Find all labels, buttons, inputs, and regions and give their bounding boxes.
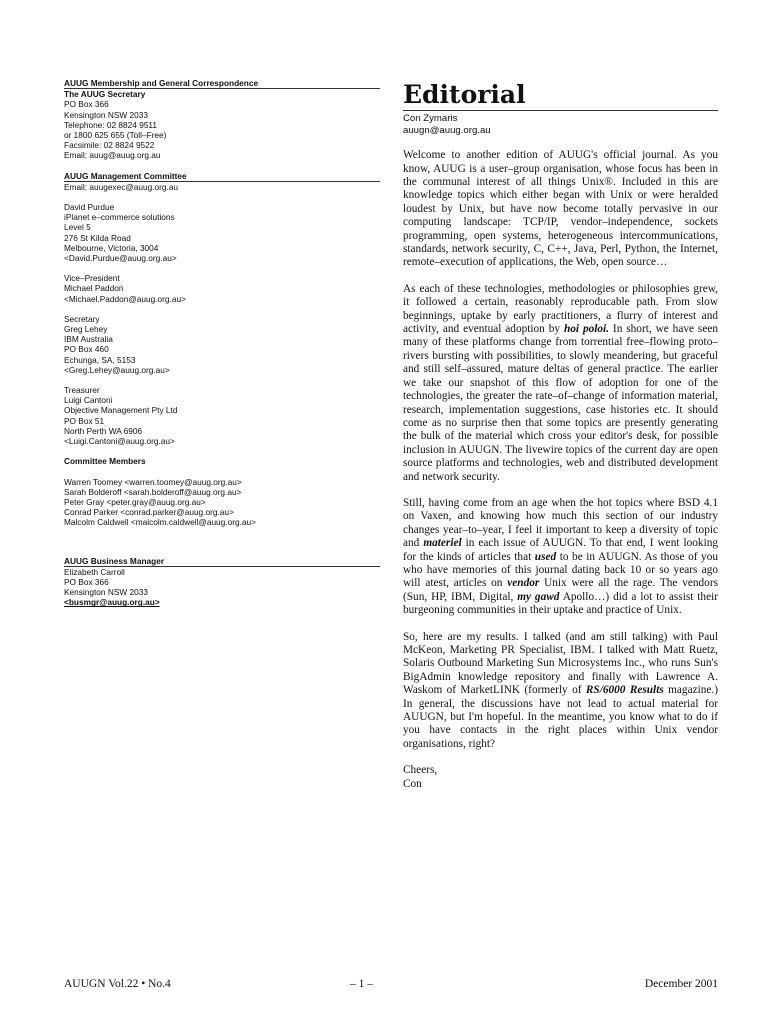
editorial-author: Con Zymaris — [403, 113, 458, 124]
membership-line: or 1800 625 655 (Toll–Free) — [64, 130, 167, 141]
vice-president-line: <Michael.Paddon@auug.org.au> — [64, 293, 186, 304]
editorial-title: Editorial — [403, 80, 718, 111]
business-email-link[interactable]: <busmgr@auug.org.au> — [64, 597, 160, 608]
committee-members-heading: Committee Members — [64, 456, 146, 467]
president-line: Level 5 — [64, 222, 91, 233]
treasurer-line: <Luigi.Cantoni@auug.org.au> — [64, 436, 175, 447]
footer-issue: AUUGN Vol.22 • No.4 — [64, 978, 171, 990]
committee-member: Conrad Parker <conrad.parker@auug.org.au> — [64, 507, 234, 518]
membership-line: Facsimile: 02 8824 9522 — [64, 140, 155, 151]
editorial-paragraph-2: As each of these technologies, methodologies or philosophies grew, it followed a certain, reasonably reproducable path. From slow beginnings, uptake by early practitioners, a flurry of interest and activity, and eventual adoption by hoi poloi. In short, we have seen many of these platforms change from torrential free–flowing proto–rivers bursting with possibilities, to slowly meandering, but graceful and still self–assured, mature deltas of general practice. The earlier we take our snapshot of this flow of adoption for one of the technologies, the greater the rate–of–change of information material, research, implementation suggestions, case histories etc. It should come as no surprise then that some topics are presently generating the bulk of the material which cross your editor's desk, for possible inclusion in AUUGN. The livewire topics of the current day are open source platforms and technologies, web and distributed development and network security. — [403, 282, 718, 483]
membership-line: Telephone: 02 8824 9511 — [64, 119, 158, 130]
editorial-paragraph-3: Still, having come from an age when the hot topics where BSD 4.1 on Vaxen, and knowing how much this section of our industry changes year–to–year, I feel it important to keep a diversity of topic and materiel in each issue of AUUGN. To that end, I went looking for the kinds of articles that used to be in AUUGN. As those of you who have memories of this journal dating back 10 or so years ago will atest, articles on vendor Unix were all the rage. The vendors (Sun, HP, IBM, Digital, my gawd Apollo…) did a lot to assist their burgeoning communities in their uptake and practice of Unix. — [403, 496, 718, 617]
committee-heading: AUUG Management Committee — [64, 171, 380, 182]
president-line: Melbourne, Victoria, 3004 — [64, 242, 159, 253]
vice-president-line: Vice–President — [64, 273, 120, 284]
secretary-line: PO Box 460 — [64, 344, 109, 355]
secretary-line: Secretary — [64, 313, 100, 324]
treasurer-line: Objective Management Pty Ltd — [64, 405, 178, 416]
president-line: David Purdue — [64, 202, 115, 213]
editorial-signature: Con — [403, 777, 422, 790]
business-line: Kensington NSW 2033 — [64, 587, 148, 598]
committee-member: Malcolm Caldwell <malcolm.caldwell@auug.org.au> — [64, 517, 256, 528]
footer-date: December 2001 — [644, 978, 718, 990]
committee-email: Email: auugexec@auug.org.au — [64, 181, 179, 192]
membership-line: The AUUG Secretary — [64, 89, 146, 100]
editorial-column — [403, 80, 718, 791]
page-footer — [64, 978, 718, 992]
committee-member: Sarah Bolderoff <sarah.bolderoff@auug.org.au> — [64, 486, 242, 497]
president-line: 276 St Kilda Road — [64, 232, 131, 243]
committee-member: Peter Gray <peter.gray@auug.org.au> — [64, 496, 206, 507]
secretary-line: Greg Lehey — [64, 324, 108, 335]
membership-line: Email: auug@auug.org.au — [64, 150, 161, 161]
treasurer-line: North Perth WA 6906 — [64, 425, 143, 436]
vice-president-line: Michael Paddon — [64, 283, 124, 294]
secretary-line: Echunga, SA, 5153 — [64, 354, 136, 365]
editorial-email: auugn@auug.org.au — [403, 124, 491, 136]
committee-member: Warren Toomey <warren.toomey@auug.org.au> — [64, 476, 242, 487]
membership-heading: AUUG Membership and General Correspondence — [64, 78, 380, 89]
business-manager-heading: AUUG Business Manager — [64, 556, 380, 567]
business-line: Elizabeth Carroll — [64, 566, 125, 577]
treasurer-line: Luigi Cantoni — [64, 395, 113, 406]
editorial-paragraph-4: So, here are my results. I talked (and am still talking) with Paul McKeon, Marketing PR Specialist, IBM. I talked with Matt Ruetz, Solaris Outbound Marketing Sun Microsystems Inc., who runs Sun's BigAdmin knowledge repository and finally with Lawrence A. Waskom of MarketLINK (formerly of RS/6000 Results magazine.) In general, the discussions have not lead to actual material for AUUGN, but I'm hopeful. In the meantime, you know what to do if you have contacts in the right places within Unix vendor organisations, right? — [403, 630, 718, 750]
president-line: <David.Purdue@auug.org.au> — [64, 253, 177, 264]
editorial-signoff: Cheers, — [403, 764, 438, 777]
treasurer-line: PO Box 51 — [64, 415, 105, 426]
membership-line: PO Box 366 — [64, 99, 109, 110]
contacts-column — [64, 78, 380, 608]
president-line: iPlanet e–commerce solutions — [64, 212, 175, 223]
membership-line: Kensington NSW 2033 — [64, 109, 148, 120]
page-number: – 1 – — [350, 978, 373, 990]
editorial-paragraph-1: Welcome to another edition of AUUG's official journal. As you know, AUUG is a user–group organisation, whose focus has been in the communal interest of all things Unix®. Included in this are knowledge topics which either began with Unix or were heralded loudest by Unix, but have now become totally pervasive in our computing landscape: TCP/IP, vendor–independence, sockets programming, open systems, heterogeneous intercommunications, standards, network security, C, C++, Java, Perl, Python, the Internet, remote–execution of applications, the Web, open source… — [403, 149, 718, 269]
secretary-line: IBM Australia — [64, 334, 113, 345]
treasurer-line: Treasurer — [64, 385, 100, 396]
secretary-line: <Greg.Lehey@auug.org.au> — [64, 364, 170, 375]
business-line: PO Box 366 — [64, 576, 109, 587]
